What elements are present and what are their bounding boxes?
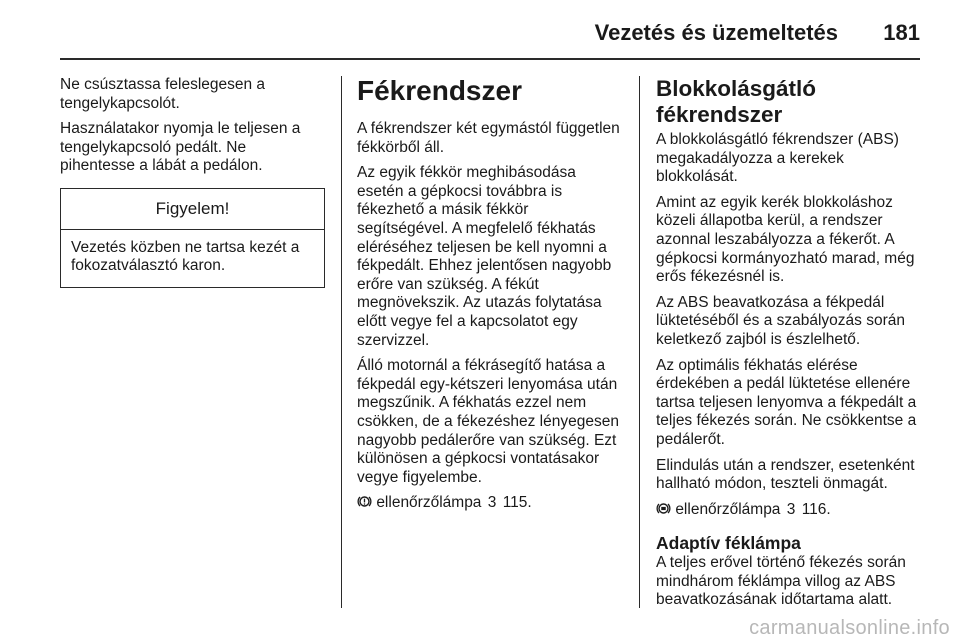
paragraph: Elindulás után a rendszer, esetenként hallható módon, teszteli önmagát. <box>656 456 915 493</box>
paragraph: Használatakor nyomja le teljesen a tengelykapcsoló pedált. Ne pihentesse a lábát a pedálon. <box>60 120 301 175</box>
paragraph: Az ABS beavatkozása a fékpedál lüktetéséből és a szabályozás során keletkező zajból is észlelhető. <box>656 293 906 348</box>
brake-warning-icon <box>357 494 372 515</box>
reference-arrow-icon: 3 <box>786 500 796 518</box>
column-divider <box>639 76 640 608</box>
page-header <box>60 0 920 60</box>
paragraph: Az egyik fékkör meghibásodása esetén a gépkocsi továbbra is fékezhető a másik fékkör segítségével. A megfelelő fékhatás eléréséhez teljesen be kell nyomni a fékpedált. Ehhez jelentősen nagyobb erőre van szükség. A fékút megnövekszik. Az utazás folytatása előtt vegye fel a kapcsolatot egy szervizzel. <box>357 164 612 349</box>
watermark: carmanualsonline.info <box>749 617 950 639</box>
column-middle <box>357 76 622 522</box>
caution-box <box>60 188 325 288</box>
page-number: 181 <box>883 20 920 45</box>
caution-text: Vezetés közben ne tartsa kezét a fokozatválasztó karon. <box>71 238 300 275</box>
abs-warning-icon <box>656 501 671 522</box>
reference-page[interactable]: 115. <box>502 494 532 512</box>
chapter-title: Vezetés és üzemeltetés <box>594 20 838 45</box>
reference-label: ellenőrzőlámpa <box>376 494 482 512</box>
paragraph: Álló motornál a fékrásegítő hatása a fékpedál egy-kétszeri lenyomása után megszűnik. A fékhatás ezzel nem csökken, de a fékezéshez lényegesen nagyobb pedálerőre van szükség. Ezt különösen a gépkocsi vontatásakor vegye figyelembe. <box>357 357 619 486</box>
paragraph: A teljes erővel történő fékezés során mindhárom féklámpa villog az ABS beavatkozásának időtartama alatt. <box>656 554 906 609</box>
paragraph: Amint az egyik kerék blokkoláshoz közeli állapotba kerül, a rendszer azonnal leszabályozza a fékerőt. A gépkocsi kormányozható marad, még erős fékezésnél is. <box>656 193 915 286</box>
section-heading: Blokkolásgátló fékrendszer <box>656 76 817 127</box>
paragraph: A fékrendszer két egymástól független fékkörből áll. <box>357 120 620 156</box>
reference-arrow-icon: 3 <box>487 494 497 512</box>
paragraph: Az optimális fékhatás elérése érdekében a pedál lüktetése ellenére tartsa teljesen lenyomva a fékpedált a teljes fékezés során. Ne csökkentse a pedálerőt. <box>656 356 917 448</box>
column-right <box>656 76 921 617</box>
paragraph: Ne csúsztassa feleslegesen a tengelykapcsolót. <box>60 76 266 112</box>
cross-reference <box>357 494 622 515</box>
column-divider <box>341 76 342 608</box>
paragraph: A blokkolásgátló fékrendszer (ABS) megakadályozza a kerekek blokkolását. <box>656 131 899 186</box>
column-left <box>60 76 325 288</box>
sub-heading: Adaptív féklámpa <box>656 533 801 554</box>
cross-reference <box>656 501 921 522</box>
caution-title: Figyelem! <box>61 189 324 230</box>
reference-page[interactable]: 116. <box>801 500 831 518</box>
section-heading: Fékrendszer <box>357 75 522 106</box>
reference-label: ellenőrzőlámpa <box>675 500 781 518</box>
